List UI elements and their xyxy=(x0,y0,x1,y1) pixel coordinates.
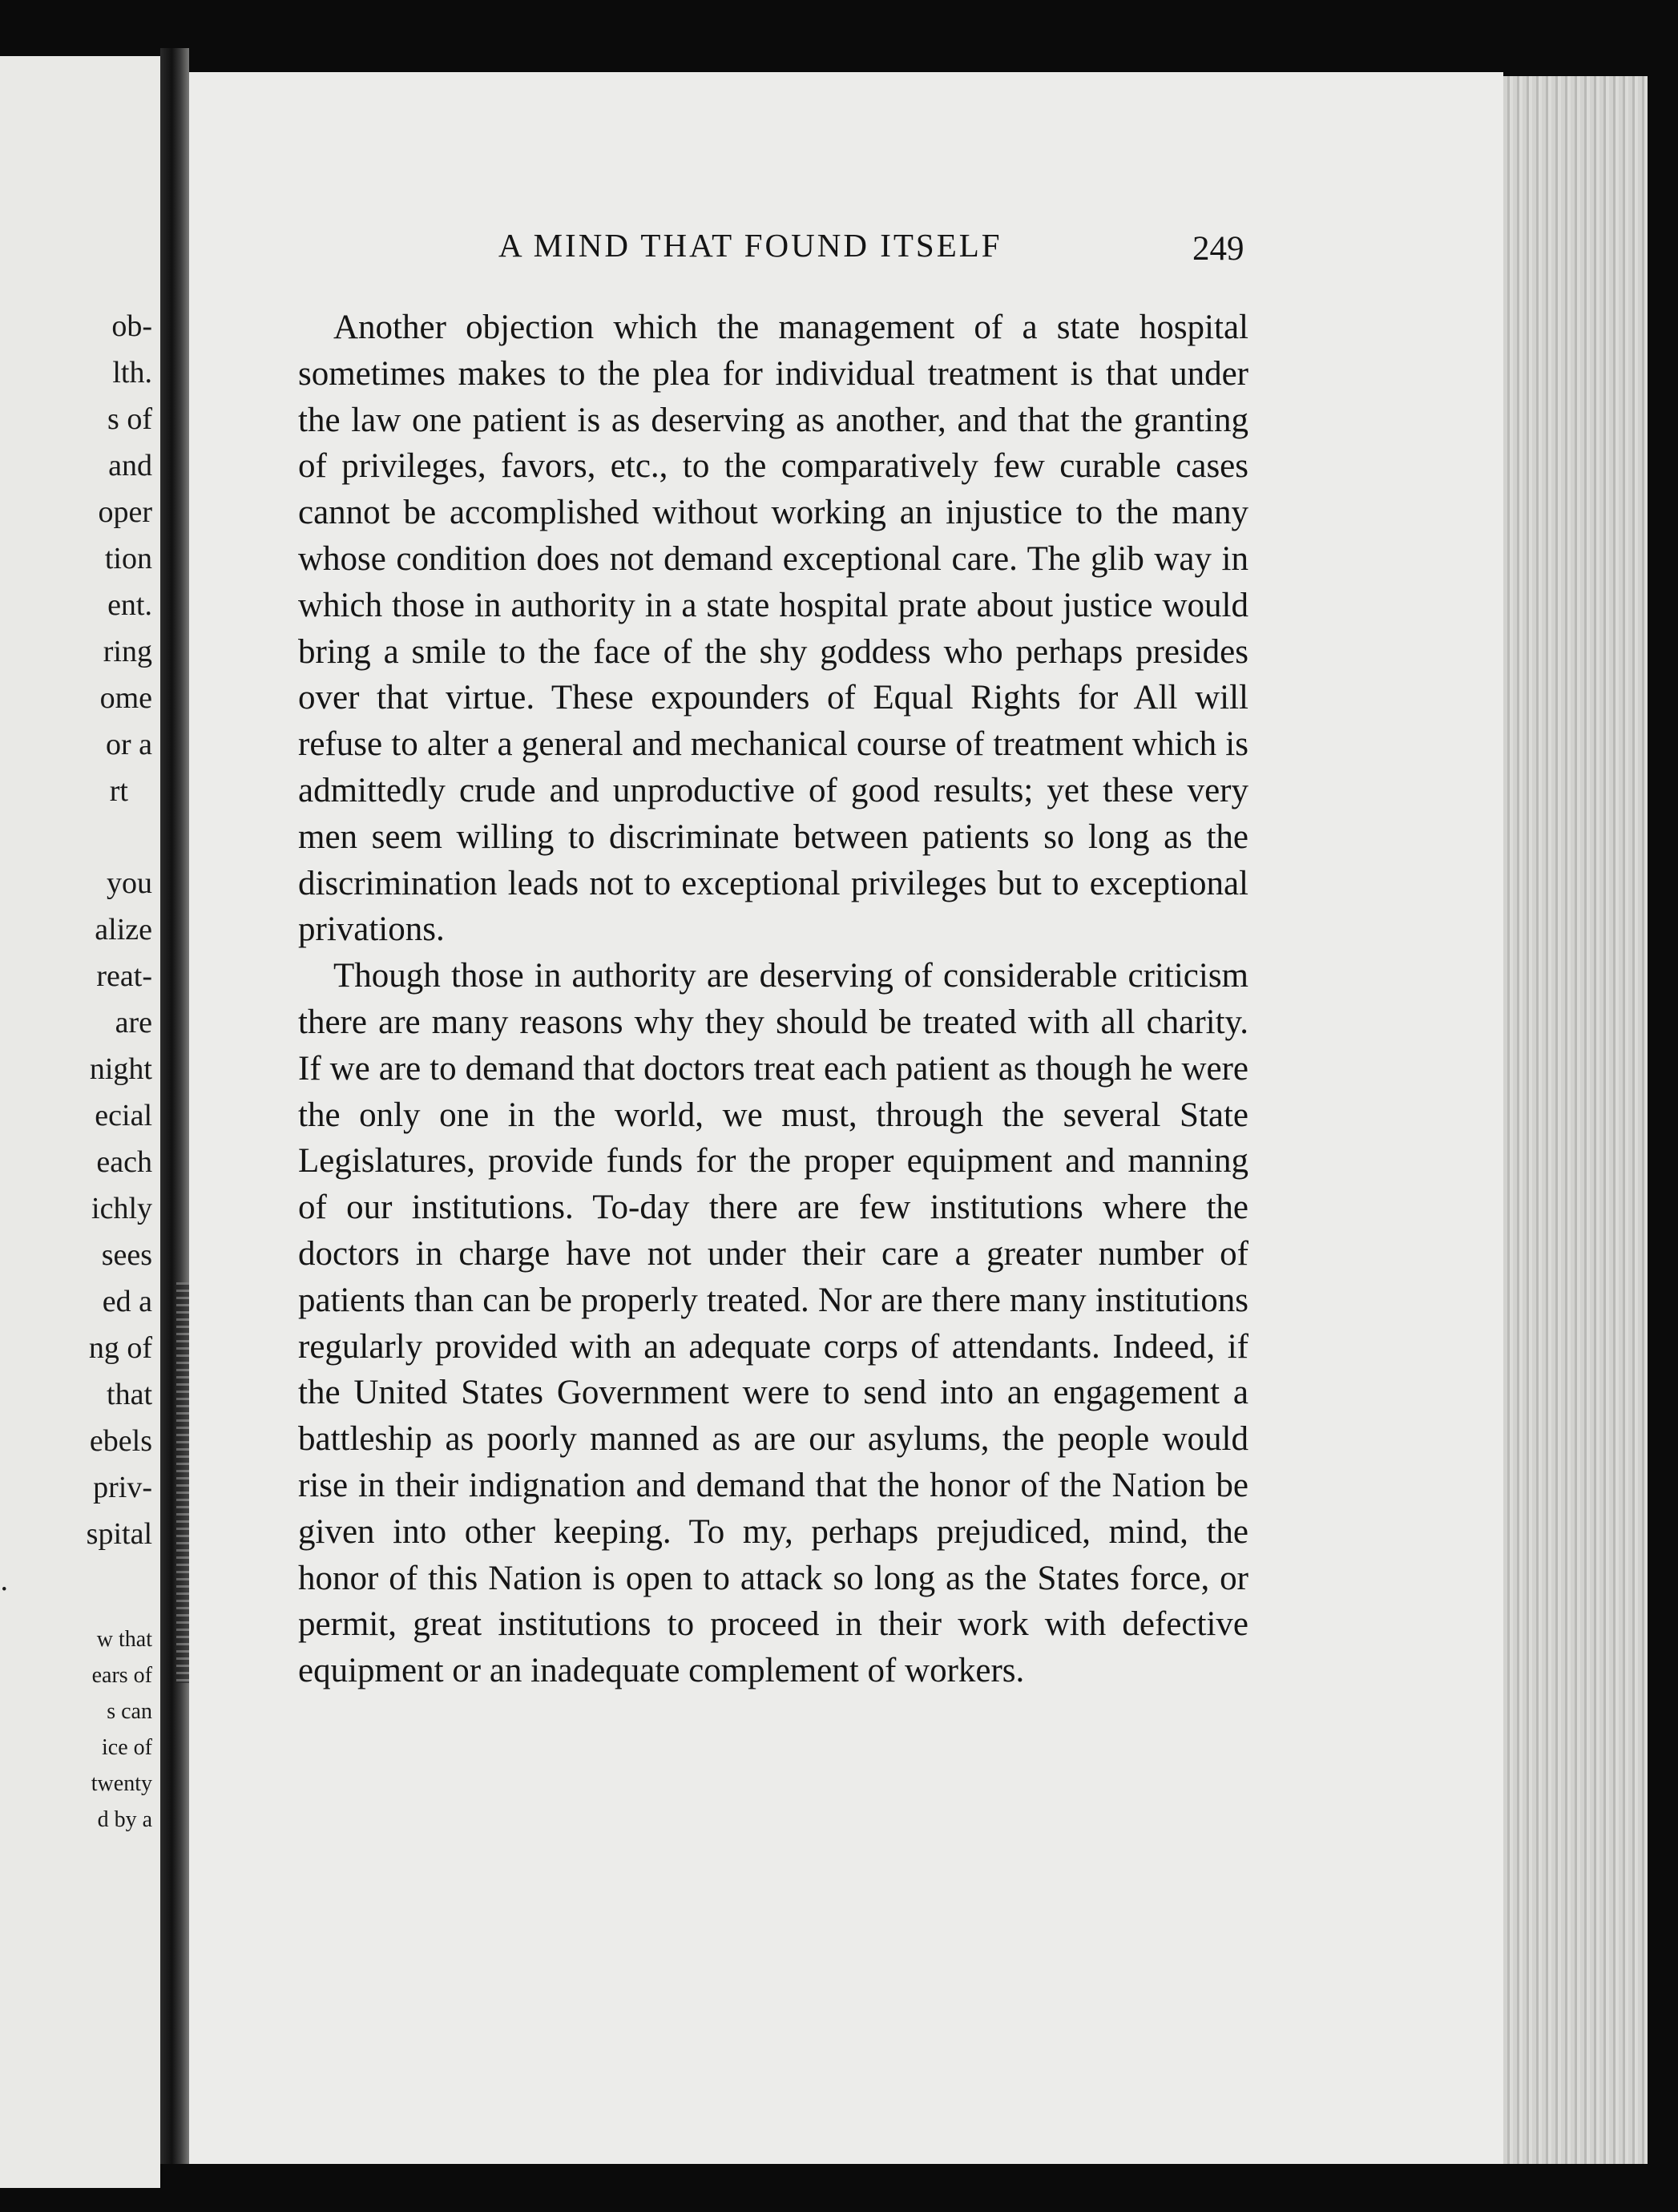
facing-line: tion xyxy=(104,542,152,575)
facing-note: ears of xyxy=(91,1663,152,1688)
facing-line: and xyxy=(108,449,152,482)
facing-note: w that xyxy=(96,1627,152,1652)
facing-line: are xyxy=(115,1006,152,1039)
facing-line: reat- xyxy=(96,959,152,993)
facing-line: oper xyxy=(98,495,152,529)
facing-line: alize xyxy=(95,913,152,947)
page-number: 249 xyxy=(1192,230,1244,268)
facing-line: ng of xyxy=(88,1331,152,1365)
facing-line: ob- xyxy=(111,309,152,343)
facing-page xyxy=(0,56,160,2188)
facing-line: ichly xyxy=(91,1192,152,1225)
facing-line: sees xyxy=(101,1238,152,1272)
facing-line: ecial xyxy=(95,1099,152,1132)
facing-line: spital xyxy=(86,1517,152,1551)
page-block-edge xyxy=(1503,76,1648,2184)
facing-line: . xyxy=(0,1564,8,1597)
facing-note: s can xyxy=(107,1699,152,1724)
facing-line: ome xyxy=(99,681,152,715)
facing-line: each xyxy=(96,1145,152,1179)
facing-note: twenty xyxy=(91,1771,152,1796)
facing-line: ent. xyxy=(107,588,152,622)
paragraph: Though those in authority are deserving of considerable criticism there are many reasons why they should be treated with all charity. If we are to demand that doctors treat each patient as though he were the only one in the world, we must, through the several State Legislatures, provide funds for the proper equipment and manning of our institutions. To-day there are few institutions where the doctors in charge have not under their care a greater number of patients than can be properly treated. Nor are there many institutions regularly provided with an adequate corps of attendants. Indeed, if the United States Government were to send into an engagement a battleship as poorly manned as are our asylums, the people would rise in their indignation and demand that the honor of the Nation be given into other keeping. To my, perhaps prejudiced, mind, the honor of this Nation is open to attack so long as the States force, or permit, great institutions to proceed in their work with defective equipment or an inadequate complement of workers. xyxy=(298,957,1248,1690)
facing-line: you xyxy=(107,866,152,900)
facing-line: ed a xyxy=(102,1285,152,1318)
facing-line: ebels xyxy=(89,1424,152,1458)
facing-line: that xyxy=(107,1378,152,1411)
facing-note: ice of xyxy=(102,1735,152,1760)
facing-line: night xyxy=(89,1052,152,1086)
scan-border-bottom xyxy=(160,2164,1678,2212)
body-text xyxy=(298,305,1248,1694)
facing-line: rt xyxy=(109,774,128,808)
running-head: A MIND THAT FOUND ITSELF xyxy=(498,227,1002,264)
facing-line: ring xyxy=(103,635,152,668)
paragraph: Another objection which the management of a state hospital sometimes makes to the plea for individual treatment is that under the law one patient is as deserving as another, and that the granting of privileges, favors, etc., to the comparatively few curable cases cannot be accomplished without working an injustice to the many whose condition does not demand exceptional care. The glib way in which those in authority in a state hospital prate about justice would bring a smile to the face of the shy goddess who perhaps presides over that virtue. These expounders of Equal Rights for All will refuse to alter a general and mechanical course of treatment which is admittedly crude and unproductive of good results; yet these very men seem willing to discriminate between patients so long as the discrimination leads not to exceptional privileges but to exceptional privations. xyxy=(298,309,1248,949)
facing-note: d by a xyxy=(97,1807,152,1832)
facing-line: lth. xyxy=(112,356,152,390)
book-gutter xyxy=(160,48,189,2164)
facing-line: s of xyxy=(107,402,152,436)
scan-border xyxy=(1648,72,1678,2212)
facing-line: or a xyxy=(105,728,152,761)
facing-line: priv- xyxy=(93,1471,152,1504)
